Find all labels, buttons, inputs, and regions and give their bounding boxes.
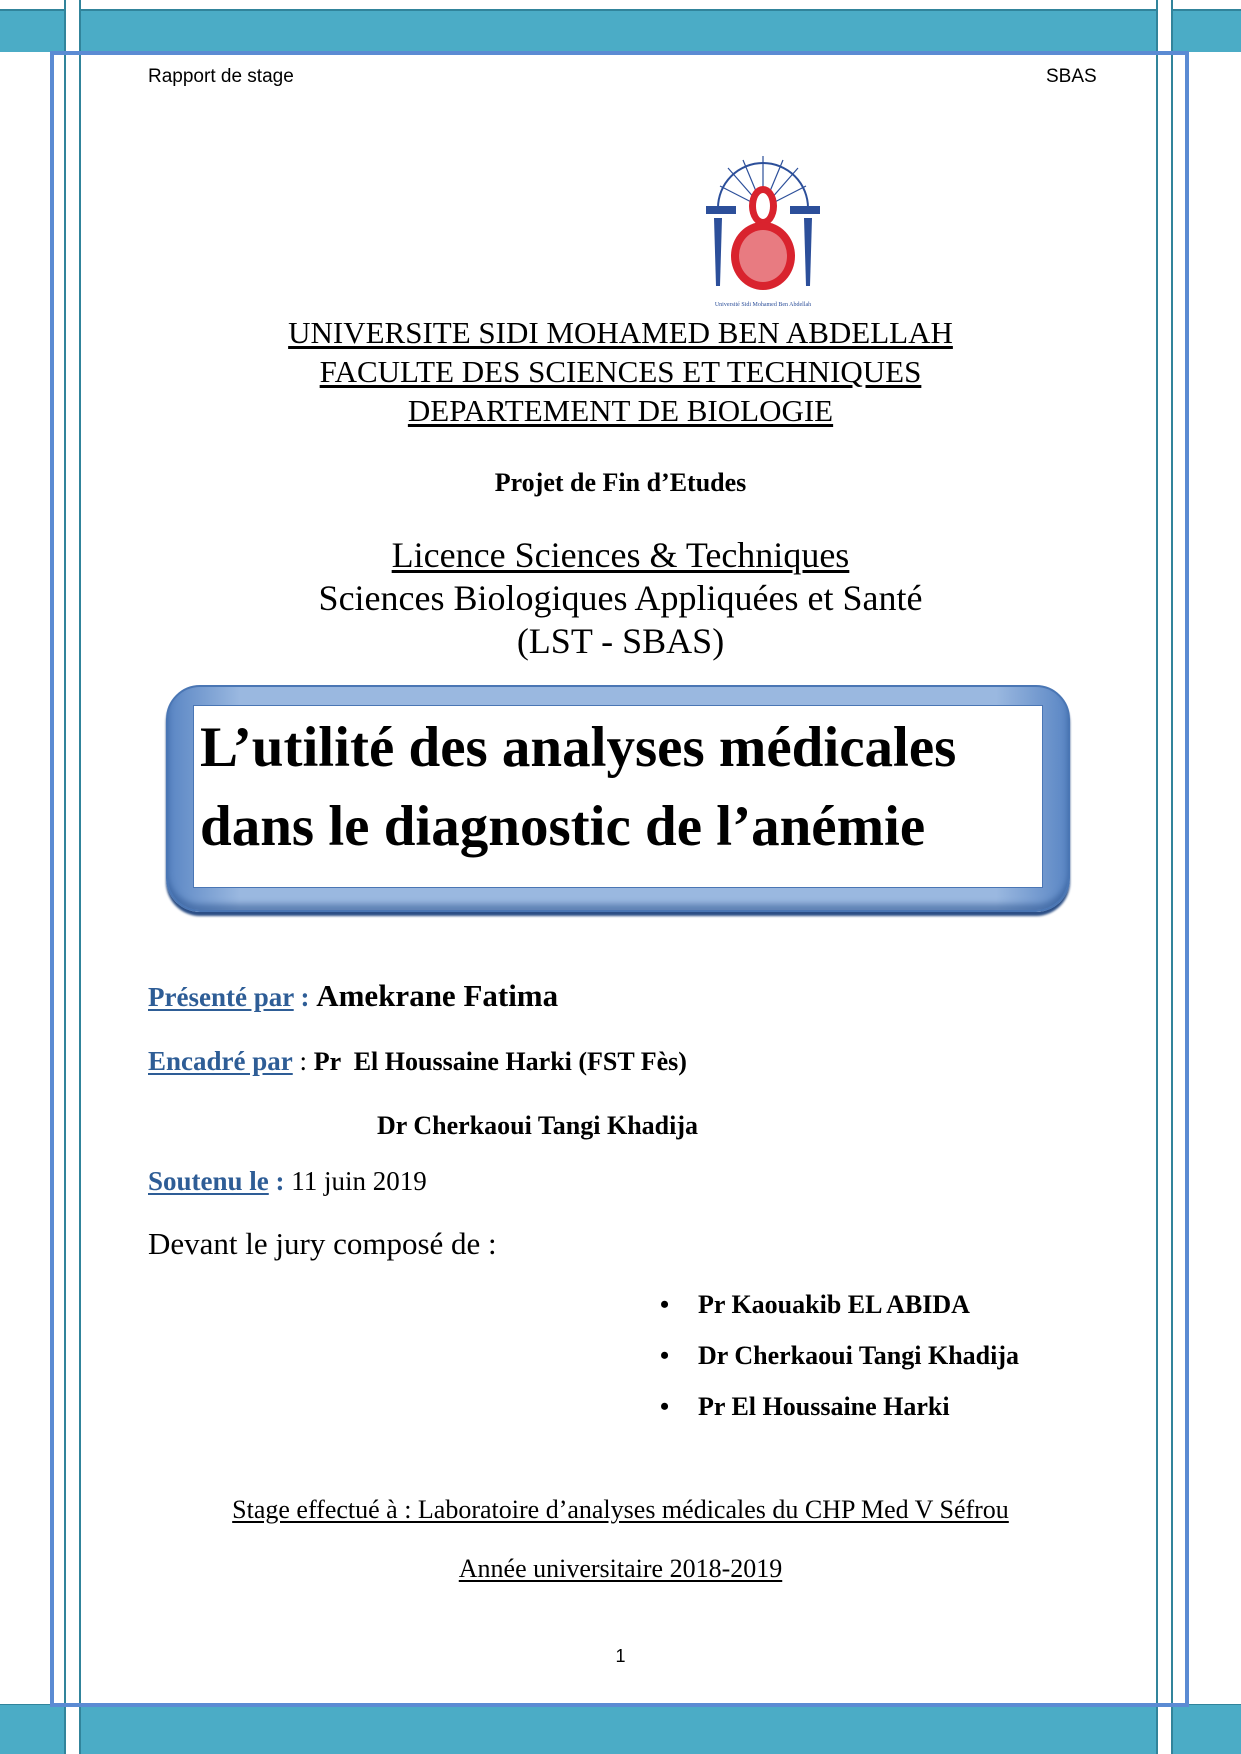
university-name: UNIVERSITE SIDI MOHAMED BEN ABDELLAH xyxy=(288,315,953,350)
supervised-by-label: Encadré par xyxy=(148,1046,293,1076)
institution-block xyxy=(0,313,1241,430)
top-decorative-band xyxy=(0,9,1241,52)
logo-caption: Université Sidi Mohamed Ben Abdellah xyxy=(714,302,812,308)
faculty-name: FACULTE DES SCIENCES ET TECHNIQUES xyxy=(319,354,922,389)
program-code: (LST - SBAS) xyxy=(516,621,725,661)
defended-colon: : xyxy=(268,1166,292,1196)
title-frame xyxy=(166,685,1070,912)
program-degree: Licence Sciences & Techniques xyxy=(391,535,850,575)
presented-by-row xyxy=(148,978,558,1014)
header-report-type: Rapport de stage xyxy=(148,66,294,87)
student-name: Amekrane Fatima xyxy=(316,978,559,1013)
presented-by-label: Présenté par xyxy=(148,982,294,1012)
title-inner-panel xyxy=(193,705,1043,888)
defended-row xyxy=(148,1166,427,1197)
program-field: Sciences Biologiques Appliquées et Santé xyxy=(318,578,923,618)
project-type: Projet de Fin d’Etudes xyxy=(494,468,747,497)
jury-member: • Pr El Houssaine Harki xyxy=(660,1392,1019,1443)
supervised-by-colon: : xyxy=(292,1046,314,1076)
jury-intro: Devant le jury composé de : xyxy=(148,1226,497,1261)
university-logo-icon xyxy=(698,146,828,311)
page-number: 1 xyxy=(615,1646,626,1666)
presented-by-colon: : xyxy=(293,982,317,1012)
academic-year-text: Année universitaire 2018-2019 xyxy=(458,1554,783,1583)
internship-location xyxy=(0,1495,1241,1525)
supervisor-1: Pr El Houssaine Harki (FST Fès) xyxy=(313,1047,687,1076)
department-name: DEPARTEMENT DE BIOLOGIE xyxy=(407,393,834,428)
thesis-title xyxy=(200,708,956,866)
supervisor-2: Dr Cherkaoui Tangi Khadija xyxy=(377,1111,699,1140)
thesis-title-line-2: dans le diagnostic de l’anémie xyxy=(200,795,926,858)
thesis-title-line-1: L’utilité des analyses médicales xyxy=(200,716,957,779)
jury-member: • Dr Cherkaoui Tangi Khadija xyxy=(660,1341,1019,1392)
header-program-code: SBAS xyxy=(1046,66,1097,87)
jury-member: • Pr Kaouakib EL ABIDA xyxy=(660,1290,1019,1341)
internship-location-text: Stage effectué à : Laboratoire d’analyses médicales du CHP Med V Séfrou xyxy=(232,1495,1009,1524)
jury-list xyxy=(660,1290,1019,1443)
defended-label: Soutenu le xyxy=(148,1166,269,1196)
academic-year xyxy=(0,1554,1241,1584)
defense-date: 11 juin 2019 xyxy=(291,1166,427,1196)
supervised-by-row xyxy=(148,1046,687,1077)
bottom-decorative-band xyxy=(0,1704,1241,1754)
program-block xyxy=(0,534,1241,663)
